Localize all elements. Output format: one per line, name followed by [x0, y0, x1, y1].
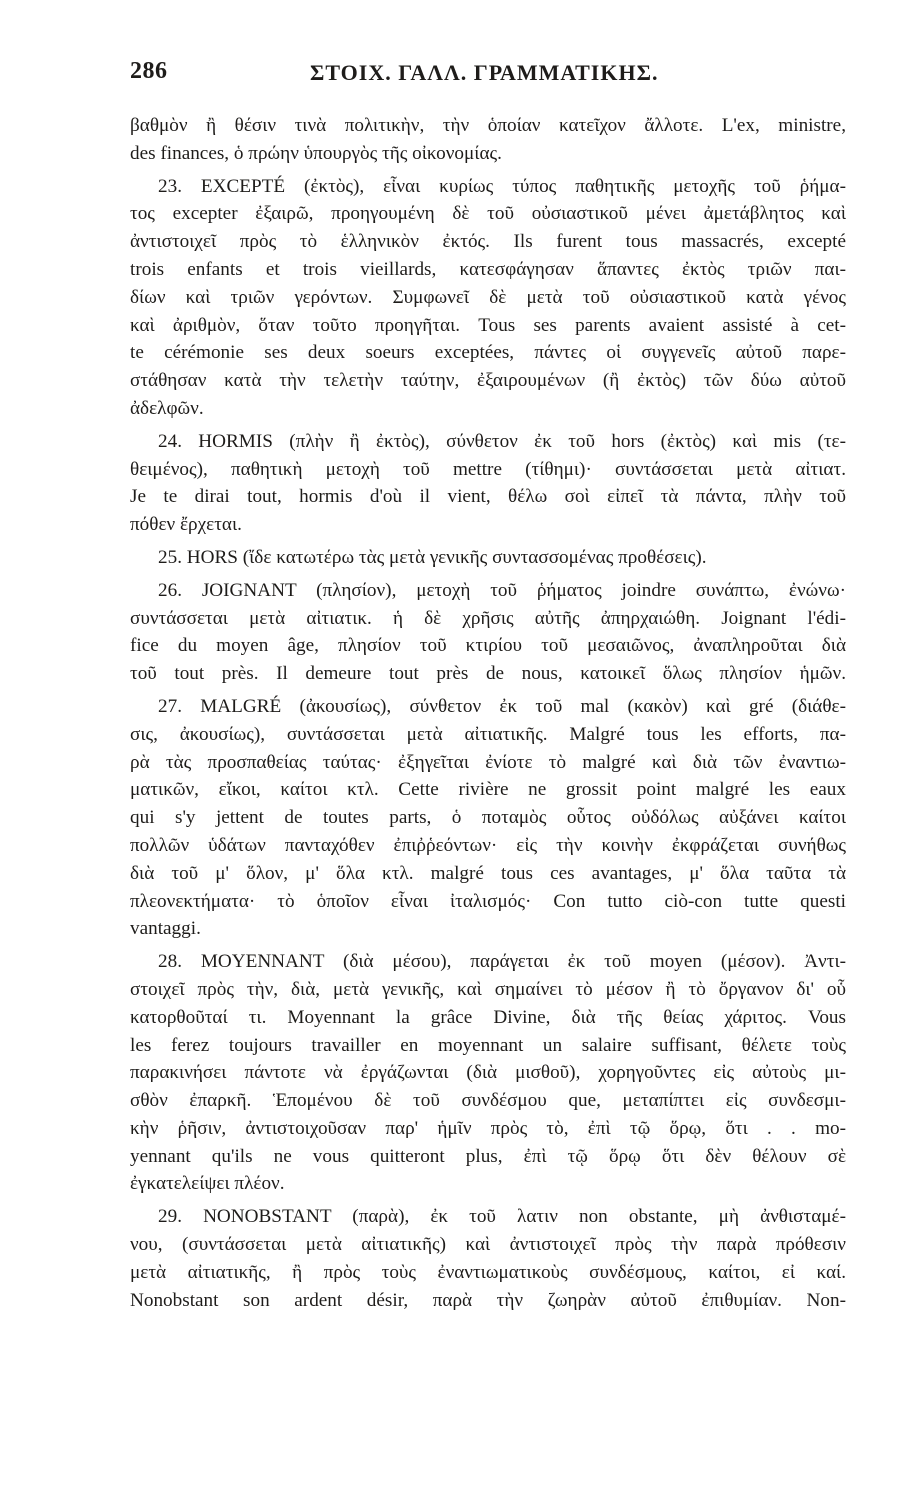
text-line: πόθεν ἔρχεται.: [130, 514, 242, 536]
text-line: 26. JOIGNANT (πλησίον), μετοχὴ τοῦ ῥήματος joindre συνάπτω, ἐνώνω·: [158, 579, 846, 601]
text-line: 28. MOYENNANT (διὰ μέσου), παράγεται ἐκ τοῦ moyen (μέσον). Ἀντι-: [158, 951, 846, 973]
text-line: 27. MALGRÉ (ἀκουσίως), σύνθετον ἐκ τοῦ mal (κακὸν) καὶ gré (διάθε-: [158, 695, 846, 717]
text-line: 29. NONOBSTANT (παρὰ), ἐκ τοῦ λατιν non obstante, μὴ ἀνθισταμέ-: [158, 1206, 846, 1228]
text-line: καὶ ἀριθμὸν, ὅταν τοῦτο προηγῆται. Tous ses parents avaient assisté à cet-: [130, 314, 846, 336]
page-header: [130, 58, 846, 92]
text-line: σις, ἀκουσίως), συντάσσεται μετὰ αἰτιατικῆς. Malgré tous les efforts, πα-: [130, 723, 846, 745]
text-line: Nonobstant son ardent désir, παρὰ τὴν ζωηρὰν αὐτοῦ ἐπιθυμίαν. Non-: [130, 1289, 846, 1311]
text-line: 25. HORS (ἴδε κατωτέρω τὰς μετὰ γενικῆς συντασσομένας προθέσεις).: [158, 546, 707, 568]
text-line: πολλῶν ὑδάτων πανταχόθεν ἐπιῤῥεόντων· εἰς τὴν κοινὴν ἐκφράζεται συνήθως: [130, 834, 846, 856]
text-line: les ferez toujours travailler en moyennant un salaire suffisant, θέλετε τοὺς: [130, 1034, 846, 1056]
text-line: στοιχεῖ πρὸς τὴν, διὰ, μετὰ γενικῆς, καὶ σημαίνει τὸ μέσον ἢ τὸ ὄργανον δι' οὗ: [130, 978, 846, 1000]
text-line: te cérémonie ses deux soeurs exceptées, πάντες οἱ συγγενεῖς αὐτοῦ παρε-: [130, 342, 846, 364]
text-line: vantaggi.: [130, 918, 201, 940]
text-line: πλεονεκτήματα· τὸ ὁποῖον εἶναι ἰταλισμός· Con tutto ciò-con tutte questi: [130, 890, 846, 912]
text-line: παρακινήσει πάντοτε νὰ ἐργάζωνται (διὰ μισθοῦ), χορηγοῦντες εἰς αὐτοὺς μι-: [130, 1062, 846, 1084]
text-line: κὴν ῥῆσιν, ἀντιστοιχοῦσαν παρ' ἡμῖν πρὸς τὸ, ἐπὶ τῷ ὅρῳ, ὅτι . . mo-: [130, 1117, 846, 1139]
text-line: κατορθοῦταί τι. Moyennant la grâce Divine, διὰ τῆς θείας χάριτος. Vous: [130, 1006, 846, 1028]
text-line: trois enfants et trois vieillards, κατεσφάγησαν ἅπαντες ἐκτὸς τριῶν παι-: [130, 258, 846, 280]
text-line: τοῦ tout près. Il demeure tout près de nous, κατοικεῖ ὅλως πλησίον ἡμῶν.: [130, 663, 846, 685]
text-line: θειμένος), παθητικὴ μετοχὴ τοῦ mettre (τίθημι)· συντάσσεται μετὰ αἰτιατ.: [130, 458, 846, 480]
body-text: [130, 112, 846, 1314]
running-title: ΣΤΟΙΧ. ΓΑΛΛ. ΓΡΑΜΜΑΤΙΚΗΣ.: [310, 60, 659, 85]
text-line: βαθμὸν ἢ θέσιν τινὰ πολιτικὴν, τὴν ὁποίαν κατεῖχον ἄλλοτε. L'ex, ministre,: [130, 115, 846, 136]
text-line: σθὸν ἐπαρκῆ. Ἑπομένου δὲ τοῦ συνδέσμου que, μεταπίπτει εἰς συνδεσμι-: [130, 1090, 846, 1112]
text-line: στάθησαν κατὰ τὴν τελετὴν ταύτην, ἐξαιρουμένων (ἢ ἐκτὸς) τῶν δύω αὐτοῦ: [130, 370, 846, 392]
text-line: τος excepter ἐξαιρῶ, προηγουμένη δὲ τοῦ οὐσιαστικοῦ μένει ἀμετάβλητος καὶ: [130, 203, 846, 225]
text-line: μετὰ αἰτιατικῆς, ἢ πρὸς τοὺς ἐναντιωματικοὺς συνδέσμους, καίτοι, εἰ καί.: [130, 1261, 846, 1283]
text-line: ἐγκατελείψει πλέον.: [130, 1173, 285, 1195]
page-number: 286: [130, 58, 168, 84]
text-line: διὰ τοῦ μ' ὅλον, μ' ὅλα κτλ. malgré tous ces avantages, μ' ὅλα ταῦτα τὰ: [130, 862, 846, 884]
text-line: yennant qu'ils ne vous quitteront plus, ἐπὶ τῷ ὅρῳ ὅτι δὲν θέλουν σὲ: [130, 1145, 846, 1167]
text-line: Je te dirai tout, hormis d'où il vient, θέλω σοὶ εἰπεῖ τὰ πάντα, πλὴν τοῦ: [130, 486, 846, 508]
text-line: συντάσσεται μετὰ αἰτιατικ. ἡ δὲ χρῆσις αὐτῆς ἀπηρχαιώθη. Joignant l'édi-: [130, 607, 846, 629]
text-line: ρὰ τὰς προσπαθείας ταύτας· ἐξηγεῖται ἐνίοτε τὸ malgré καὶ διὰ τῶν ἐναντιω-: [130, 751, 846, 773]
text-line: qui s'y jettent de toutes parts, ὁ ποταμὸς οὗτος οὐδόλως αὐξάνει καίτοι: [130, 807, 846, 829]
text-line: ἀντιστοιχεῖ πρὸς τὸ ἑλληνικὸν ἐκτός. Ils furent tous massacrés, excepté: [130, 231, 846, 253]
text-line: δίων καὶ τριῶν γερόντων. Συμφωνεῖ δὲ μετὰ τοῦ οὐσιαστικοῦ κατὰ γένος: [130, 286, 846, 308]
text-line: des finances, ὁ πρώην ὑπουργὸς τῆς οἰκονομίας.: [130, 142, 502, 164]
text-line: 23. EXCEPTÉ (ἐκτὸς), εἶναι κυρίως τύπος παθητικῆς μετοχῆς τοῦ ῥήμα-: [158, 175, 846, 197]
text-line: ἀδελφῶν.: [130, 397, 204, 419]
text-line: ματικῶν, εἴκοι, καίτοι κτλ. Cette rivière ne grossit point malgré les eaux: [130, 779, 846, 801]
text-line: 24. HORMIS (πλὴν ἢ ἐκτὸς), σύνθετον ἐκ τοῦ hors (ἐκτὸς) καὶ mis (τε-: [158, 430, 846, 452]
text-line: fice du moyen âge, πλησίον τοῦ κτιρίου τοῦ μεσαιῶνος, ἀναπληροῦται διὰ: [130, 635, 846, 657]
text-line: νου, (συντάσσεται μετὰ αἰτιατικῆς) καὶ ἀντιστοιχεῖ πρὸς τὴν παρὰ πρόθεσιν: [130, 1234, 846, 1256]
